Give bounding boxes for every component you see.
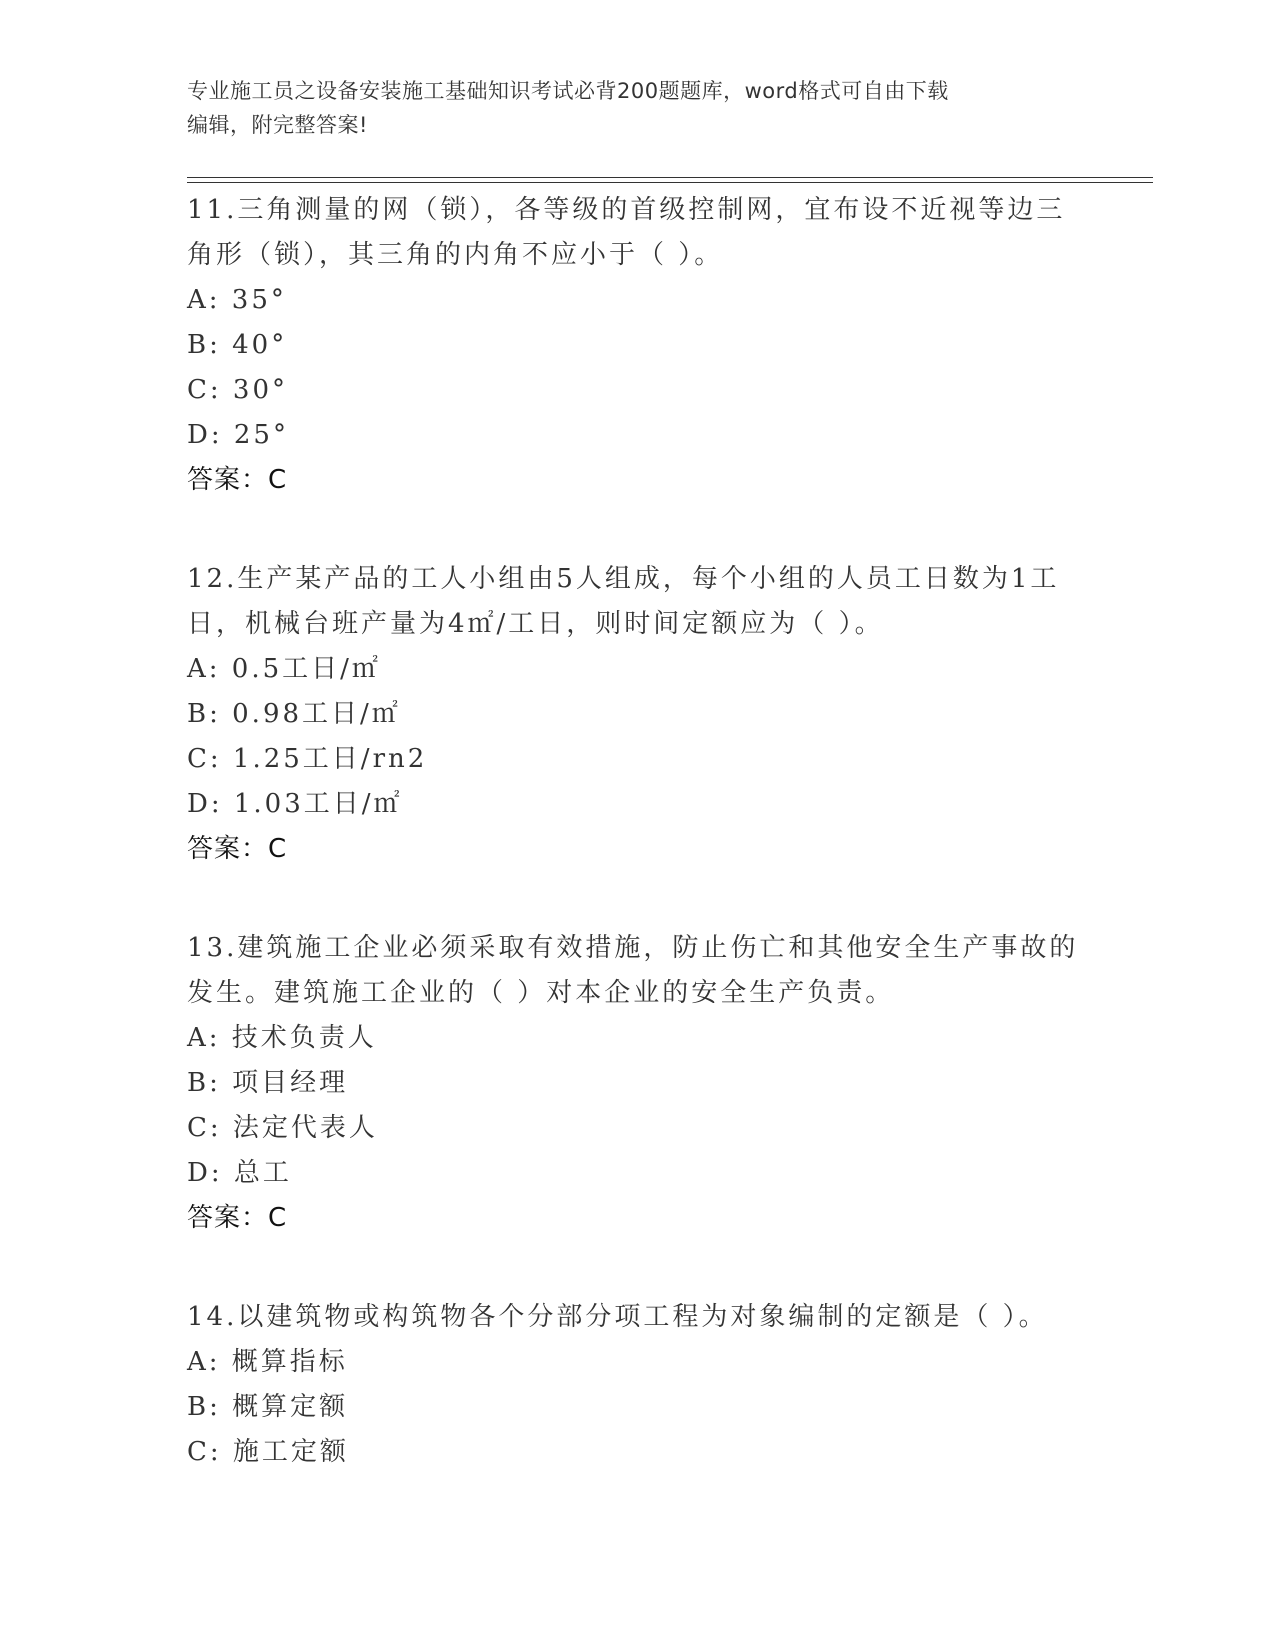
option-c: C: 1.25工日/rn2: [187, 744, 428, 774]
option-d: D: 25°: [187, 420, 289, 450]
header-divider-bottom: [187, 182, 1153, 183]
option-a: A: 0.5工日/㎡: [187, 654, 381, 684]
option-a: A: 35°: [187, 285, 287, 315]
question-list: [187, 188, 1087, 1529]
option-a: A: 技术负责人: [187, 1023, 377, 1053]
question-12: [187, 557, 1087, 872]
answer: 答案：C: [187, 834, 288, 864]
question-stem-line: 13.建筑施工企业必须采取有效措施，防止伤亡和其他安全生产事故的: [187, 933, 1079, 963]
option-b: B: 项目经理: [187, 1068, 349, 1098]
option-b: B: 0.98工日/㎡: [187, 699, 401, 729]
answer: 答案：C: [187, 1203, 288, 1233]
option-c: C: 法定代表人: [187, 1113, 378, 1143]
question-stem-line: 14.以建筑物或构筑物各个分部分项工程为对象编制的定额是（ ）。: [187, 1302, 1048, 1332]
option-b: B: 概算定额: [187, 1392, 349, 1422]
header-title-line-2: 编辑，附完整答案!: [187, 113, 368, 137]
answer: 答案：C: [187, 465, 288, 495]
question-14: [187, 1295, 1087, 1475]
question-stem-line: 11.三角测量的网（锁），各等级的首级控制网，宜布设不近视等边三: [187, 195, 1066, 225]
option-c: C: 施工定额: [187, 1437, 349, 1467]
option-d: D: 总工: [187, 1158, 292, 1188]
question-stem-line: 日，机械台班产量为4㎡/工日，则时间定额应为（ ）。: [187, 609, 884, 639]
option-d: D: 1.03工日/㎡: [187, 789, 403, 819]
header-title-line-1: 专业施工员之设备安装施工基础知识考试必背200题题库，word格式可自由下载: [187, 79, 949, 103]
option-a: A: 概算指标: [187, 1347, 348, 1377]
header-divider-top: [187, 177, 1153, 178]
option-c: C: 30°: [187, 375, 289, 405]
option-b: B: 40°: [187, 330, 288, 360]
question-stem-line: 12.生产某产品的工人小组由5人组成，每个小组的人员工日数为1工: [187, 564, 1060, 594]
question-11: [187, 188, 1087, 503]
question-13: [187, 926, 1087, 1241]
question-stem-line: 角形（锁），其三角的内角不应小于（ ）。: [187, 240, 724, 270]
question-stem-line: 发生。建筑施工企业的（ ）对本企业的安全生产负责。: [187, 978, 895, 1008]
document-header: [187, 74, 1067, 142]
